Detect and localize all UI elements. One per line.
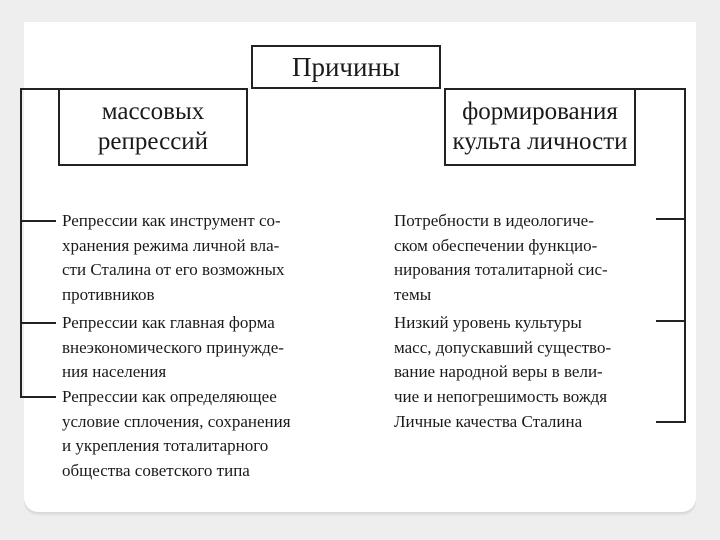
connector-left-tick-1 (20, 220, 56, 222)
left-item-3: Репрессии как определяющее условие сплочения, сохранения и укрепления тоталитарного общества советского типа (62, 387, 291, 480)
right-item-2: Низкий уровень культуры масс, допускавший существо- вание народной веры в вели- чие и непогрешимость вождя (394, 313, 612, 406)
left-header-label: массовых репрессий (97, 98, 209, 155)
connector-top-right (636, 88, 686, 90)
left-item-1: Репрессии как инструмент со- хранения режима личной вла- сти Сталина от его возможных противников (62, 211, 285, 304)
diagram-title: Причины (291, 52, 401, 82)
left-item-2: Репрессии как главная форма внеэкономического принужде- ния населения (62, 313, 284, 381)
connector-right-tick-1 (656, 218, 686, 220)
connector-left-spine (20, 88, 22, 397)
right-header-label: формирования культа личности (452, 98, 628, 155)
right-header-box (444, 88, 636, 166)
title-box (251, 45, 441, 89)
connector-left-tick-2 (20, 322, 56, 324)
connector-right-tick-3 (656, 421, 686, 423)
connector-right-spine (684, 88, 686, 423)
left-header-box (58, 88, 248, 166)
connector-top-left (20, 88, 58, 90)
right-item-1: Потребности в идеологиче- ском обеспечении функцио- нирования тоталитарной сис- темы (394, 211, 608, 304)
right-item-3: Личные качества Сталина (394, 412, 583, 431)
connector-right-tick-2 (656, 320, 686, 322)
connector-left-tick-3 (20, 396, 56, 398)
